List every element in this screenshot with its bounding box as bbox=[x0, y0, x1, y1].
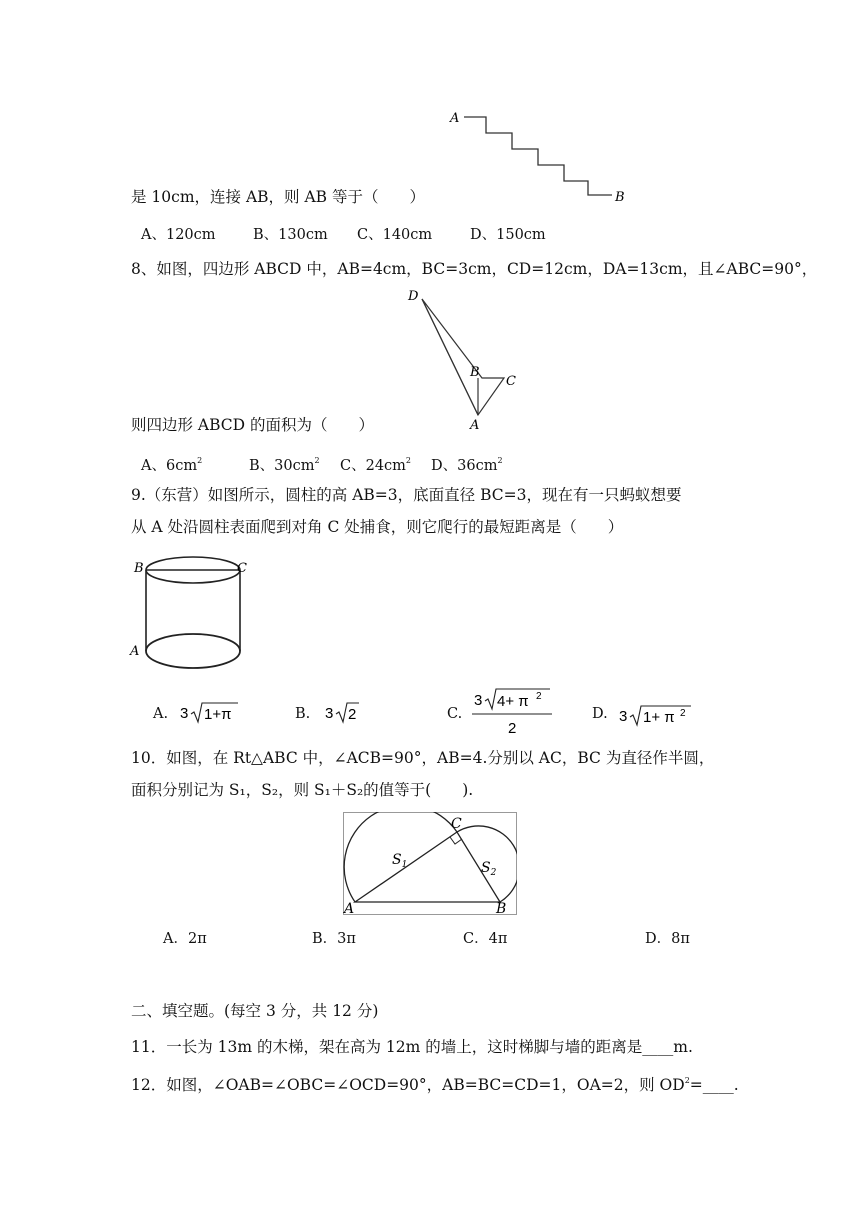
q9-option-b-math bbox=[323, 700, 368, 726]
svg-text:3: 3 bbox=[474, 692, 483, 709]
q7-option-d: D、150cm bbox=[470, 227, 546, 243]
q10-line2: 面积分别记为 S₁，S₂，则 S₁＋S₂的值等于( ). bbox=[131, 781, 474, 799]
q11: 11．一长为 13m 的木梯，架在高为 12m 的墙上，这时梯脚与墙的距离是____m. bbox=[131, 1038, 693, 1056]
label-a: A bbox=[344, 901, 355, 915]
label-a: A bbox=[450, 111, 460, 126]
svg-text:2: 2 bbox=[680, 708, 686, 719]
q7-option-b: B、130cm bbox=[253, 227, 328, 243]
staircase-figure bbox=[440, 105, 640, 210]
q9-option-c: C. bbox=[447, 706, 463, 722]
q9-option-b: B. bbox=[295, 706, 311, 722]
svg-text:2: 2 bbox=[508, 720, 517, 737]
svg-text:2: 2 bbox=[536, 691, 542, 702]
q10-option-d: D．8π bbox=[645, 931, 690, 947]
semicircles-figure bbox=[343, 812, 517, 915]
q9-option-a-math bbox=[178, 700, 248, 726]
label-a: A bbox=[470, 418, 480, 433]
q7-option-c: C、140cm bbox=[357, 227, 433, 243]
label-s2: $S_2$ bbox=[481, 860, 497, 878]
label-b: B bbox=[134, 561, 144, 576]
q7-tail: 是 10cm，连接 AB，则 AB 等于（ ） bbox=[131, 188, 425, 206]
quadrilateral-figure bbox=[400, 285, 530, 435]
svg-text:2: 2 bbox=[348, 706, 357, 723]
q7-option-a: A、120cm bbox=[141, 227, 216, 243]
q8-option-b: B、$30cm^2$ bbox=[249, 456, 320, 474]
q9-line2: 从 A 处沿圆柱表面爬到对角 C 处捕食，则它爬行的最短距离是（ ） bbox=[131, 518, 624, 536]
q9-line1: 9.（东营）如图所示，圆柱的高 AB=3，底面直径 BC=3，现在有一只蚂蚁想要 bbox=[131, 486, 682, 504]
q8-option-d: D、$36cm^2$ bbox=[431, 456, 503, 474]
q9-option-c-math bbox=[470, 685, 560, 737]
svg-text:4+ π: 4+ π bbox=[497, 693, 529, 710]
label-c: C bbox=[237, 561, 247, 576]
q8-option-a: A、$6cm^2$ bbox=[141, 456, 203, 474]
q8-tail: 则四边形 ABCD 的面积为（ ） bbox=[131, 416, 375, 434]
q9-option-d: D. bbox=[592, 706, 608, 722]
section2-heading: 二、填空题。(每空 3 分，共 12 分) bbox=[131, 1002, 379, 1020]
label-a: A bbox=[130, 644, 140, 659]
label-b: B bbox=[470, 365, 480, 380]
label-b: B bbox=[615, 190, 625, 205]
svg-text:3: 3 bbox=[325, 705, 334, 722]
q10-option-c: C．4π bbox=[463, 931, 508, 947]
cylinder-figure bbox=[128, 553, 258, 678]
q12: 12．如图，∠OAB=∠OBC=∠OCD=90°，AB=BC=CD=1，OA=2，则 $OD^2=\_\_\_\_$. bbox=[131, 1076, 739, 1094]
label-b: B bbox=[496, 901, 507, 915]
q10-line1: 10．如图，在 Rt△ABC 中，∠ACB=90°，AB=4.分别以 AC，BC 为直径作半圆， bbox=[131, 749, 715, 767]
q8-option-c: C、$24cm^2$ bbox=[340, 456, 412, 474]
label-d: D bbox=[408, 289, 419, 304]
svg-text:3: 3 bbox=[619, 708, 628, 725]
q8-stem: 8、如图，四边形 ABCD 中，AB=4cm，BC=3cm，CD=12cm，DA=13cm，且∠ABC=90°， bbox=[131, 260, 818, 278]
q10-option-a: A．2π bbox=[163, 931, 207, 947]
label-c: C bbox=[506, 374, 516, 389]
label-s1: $S_1$ bbox=[392, 852, 408, 870]
label-c: C bbox=[451, 816, 462, 832]
svg-text:3: 3 bbox=[180, 705, 189, 722]
svg-text:1+π: 1+π bbox=[204, 706, 232, 723]
q9-option-d-math bbox=[617, 700, 697, 730]
q10-option-b: B．3π bbox=[312, 931, 356, 947]
svg-text:1+ π: 1+ π bbox=[643, 709, 675, 726]
q9-option-a: A. bbox=[153, 706, 169, 722]
